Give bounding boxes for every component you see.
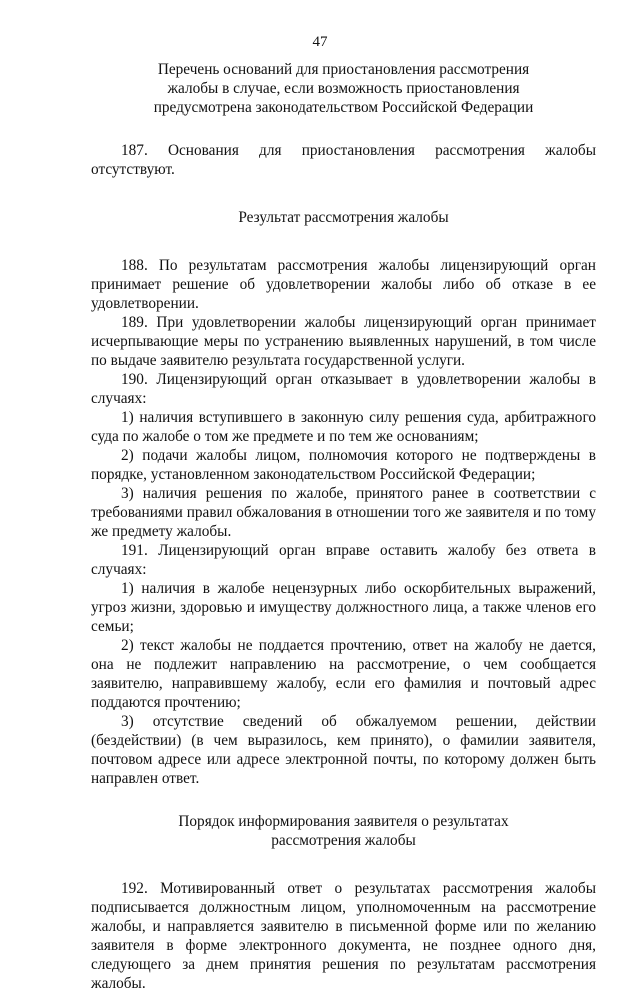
paragraph-190-item-2: 2) подачи жалобы лицом, полномочия которого не подтверждены в порядке, установленном законодательством Российской Федерации; <box>91 447 596 483</box>
paragraph-191-item-3: 3) отсутствие сведений об обжалуемом решении, действии (бездействии) (в чем выразилось, кем принято), о фамилии заявителя, почтовом адресе или адресе электронной почты, по которому должен быть направлен ответ. <box>91 713 596 787</box>
paragraph-190-item-3: 3) наличия решения по жалобе, принятого ранее в соответствии с требованиями правил обжалования в отношении того же заявителя и по тому же предмету жалобы. <box>91 485 596 540</box>
section-heading-result: Результат рассмотрения жалобы <box>238 209 449 226</box>
section-heading-inform <box>91 812 596 850</box>
heading-line: Перечень оснований для приостановления рассмотрения <box>157 61 530 78</box>
heading-line: Порядок информирования заявителя о результатах <box>178 813 509 830</box>
paragraph-191-item-1: 1) наличия в жалобе нецензурных либо оскорбительных выражений, угроз жизни, здоровью и имуществу должностного лица, а также членов его семьи; <box>91 580 596 635</box>
paragraph-188: 188. По результатам рассмотрения жалобы лицензирующий орган принимает решение об удовлетворении жалобы либо об отказе в ее удовлетворении. <box>91 257 596 312</box>
heading-line: жалобы в случае, если возможность приостановления <box>167 80 520 97</box>
paragraph-189: 189. При удовлетворении жалобы лицензирующий орган принимает исчерпывающие меры по устранению выявленных нарушений, в том числе по выдаче заявителю результата государственной услуги. <box>91 314 596 369</box>
section-heading-suspension <box>91 60 596 117</box>
paragraph-191-item-2: 2) текст жалобы не поддается прочтению, ответ на жалобу не дается, она не подлежит направлению на рассмотрение, о чем сообщается заявителю, направившему жалобу, если его фамилия и почтовый адрес поддаются прочтению; <box>91 637 596 711</box>
heading-line: предусмотрена законодательством Российской Федерации <box>153 99 534 116</box>
page-number: 47 <box>312 34 328 50</box>
paragraph-191: 191. Лицензирующий орган вправе оставить жалобу без ответа в случаях: <box>91 542 596 578</box>
document-content <box>91 60 596 993</box>
heading-line: рассмотрения жалобы <box>271 832 416 849</box>
paragraph-190: 190. Лицензирующий орган отказывает в удовлетворении жалобы в случаях: <box>91 371 596 407</box>
paragraph-187: 187. Основания для приостановления рассмотрения жалобы отсутствуют. <box>91 142 596 178</box>
paragraph-192: 192. Мотивированный ответ о результатах рассмотрения жалобы подписывается должностным лицом, уполномоченным на рассмотрение жалобы, и направляется заявителю в письменной форме или по желанию заявителя в форме электронного документа, не позднее одного дня, следующего за днем принятия решения по результатам рассмотрения жалобы. <box>91 880 596 992</box>
paragraph-190-item-1: 1) наличия вступившего в законную силу решения суда, арбитражного суда по жалобе о том же предмете и по тем же основаниям; <box>91 409 596 445</box>
